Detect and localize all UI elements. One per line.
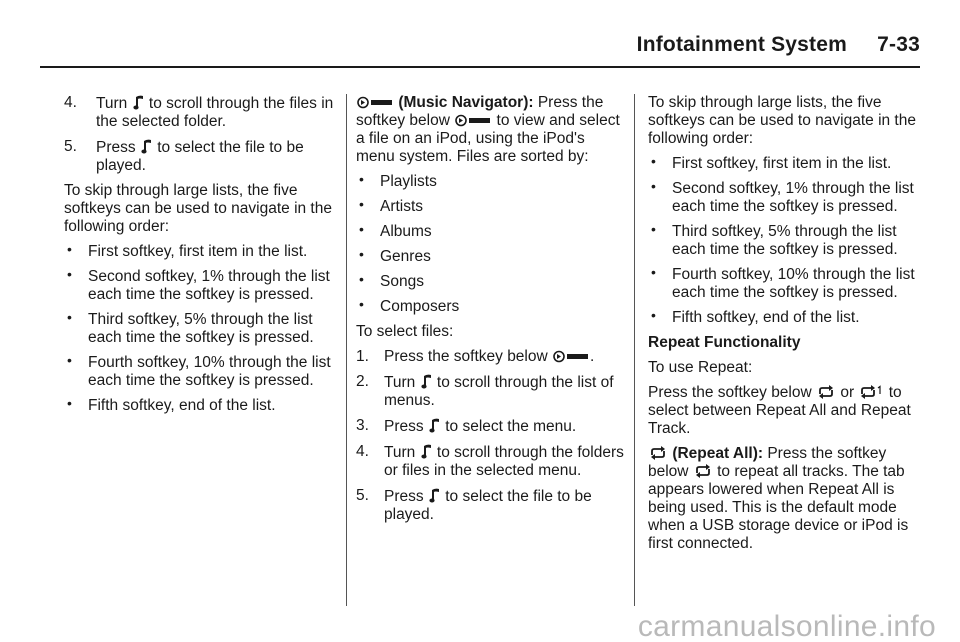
step-text: to scroll through the files in the selected folder. [96, 95, 334, 130]
list-item: • Second softkey, 1% through the list each time the softkey is pressed. [67, 266, 330, 303]
header-rule [40, 66, 920, 68]
list-item: • Genres [359, 246, 431, 265]
music-navigator-icon [357, 96, 393, 109]
list-item: • Fourth softkey, 10% through the list each time the softkey is pressed. [651, 264, 915, 301]
paragraph: To use Repeat: [648, 359, 753, 376]
page-header [40, 33, 920, 64]
paragraph: (Repeat All): Press the softkey below to repeat all tracks. The tab appears lowered when Repeat All is being used. This is the default mode when a USB storage device or iPod is first connected. [648, 445, 909, 552]
list-item: • First softkey, first item in the list. [651, 153, 892, 172]
list-item: • Artists [359, 196, 424, 215]
list-item: • Albums [359, 221, 432, 240]
paragraph: (Music Navigator): Press the softkey below to view and select a file on an iPod, using the iPod's menu system. Files are sorted by: [356, 94, 620, 165]
column-divider [634, 94, 635, 606]
step-2: 2. Turn to scroll through the list of menus. [356, 373, 614, 409]
list-item: • Playlists [359, 171, 437, 190]
bullet-list [648, 155, 918, 327]
step-1: 1. Press the softkey below . [356, 348, 595, 365]
watermark: carmanualsonline.info [637, 610, 936, 642]
list-item: • Second softkey, 1% through the list each time the softkey is pressed. [651, 178, 914, 215]
list-item: • Fifth softkey, end of the list. [651, 307, 860, 326]
list-item: • Fifth softkey, end of the list. [67, 395, 276, 414]
step-5 [64, 138, 339, 175]
heading: (Music Navigator): [398, 94, 534, 111]
music-note-icon [429, 487, 440, 503]
column-2 [356, 94, 626, 531]
paragraph: To skip through large lists, the five softkeys can be used to navigate in the following order: [648, 94, 916, 147]
music-note-icon [429, 417, 440, 433]
step-3: 3. Press to select the menu. [356, 417, 577, 435]
step-4: 4. Turn to scroll through the folders or files in the selected menu. [356, 443, 624, 479]
repeat-icon [694, 464, 712, 478]
column-3 [648, 94, 918, 560]
paragraph: To skip through large lists, the five softkeys can be used to navigate in the following order: [64, 182, 332, 235]
repeat-icon [649, 446, 667, 460]
list-item: • Composers [359, 296, 460, 315]
list-item: • Fourth softkey, 10% through the list each time the softkey is pressed. [67, 352, 331, 389]
page-title: Infotainment System 7-33 [636, 33, 920, 56]
heading: (Repeat All): [672, 445, 764, 462]
list-item: • First softkey, first item in the list. [67, 241, 308, 260]
step-number: 4. [64, 94, 77, 111]
section-heading: Repeat Functionality [648, 334, 801, 351]
step-text: Press [96, 139, 136, 156]
music-navigator-icon [553, 350, 589, 363]
bullet-list [64, 243, 339, 415]
music-navigator-icon [455, 114, 491, 127]
list-item: • Third softkey, 5% through the list each time the softkey is pressed. [67, 309, 314, 346]
bullet-list [356, 173, 626, 316]
step-4 [64, 94, 339, 131]
step-number: 5. [64, 138, 77, 155]
repeat-icon [817, 385, 835, 399]
column-divider [346, 94, 347, 606]
step-text: to select the file to be played. [96, 139, 304, 174]
list-item: • Third softkey, 5% through the list each time the softkey is pressed. [651, 221, 898, 258]
list-item: • Songs [359, 271, 424, 290]
music-note-icon [141, 138, 152, 154]
paragraph: To select files: [356, 323, 454, 340]
paragraph: Press the softkey below or to select between Repeat All and Repeat Track. [648, 384, 911, 437]
music-note-icon [133, 94, 144, 110]
music-note-icon [421, 373, 432, 389]
step-5: 5. Press to select the file to be played. [356, 487, 592, 523]
music-note-icon [421, 443, 432, 459]
step-text: Turn [96, 95, 128, 112]
repeat-one-icon [859, 385, 883, 399]
column-1 [64, 94, 339, 422]
